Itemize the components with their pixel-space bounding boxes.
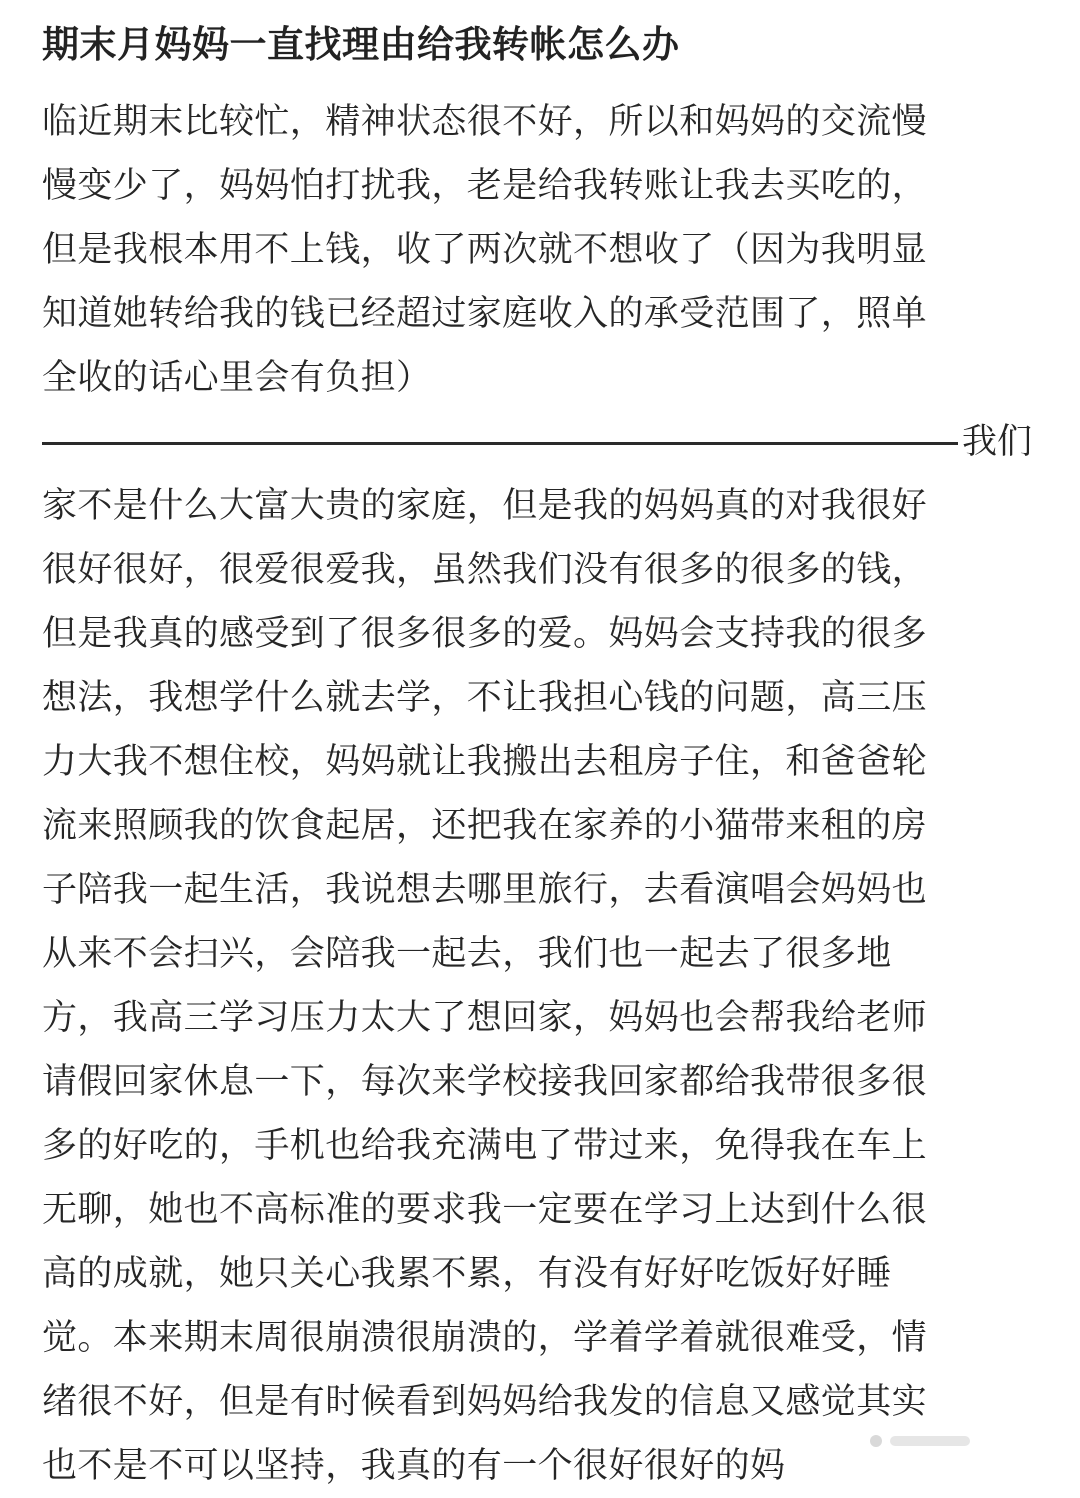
body-line: 但是我真的感受到了很多很多的爱。妈妈会支持我的很多: [42, 614, 928, 654]
body-line: 慢变少了，妈妈怕打扰我，老是给我转账让我去买吃的，: [42, 166, 928, 206]
body-line: 家不是什么大富大贵的家庭，但是我的妈妈真的对我很好: [42, 486, 928, 526]
body-line: 绪很不好，但是有时候看到妈妈给我发的信息又感觉其实: [42, 1382, 928, 1422]
body-line: 请假回家休息一下，每次来学校接我回家都给我带很多很: [42, 1062, 928, 1102]
body-line: 临近期末比较忙，精神状态很不好，所以和妈妈的交流慢: [42, 102, 928, 142]
body-line: 多的好吃的，手机也给我充满电了带过来，免得我在车上: [42, 1126, 928, 1166]
body-line: 但是我根本用不上钱，收了两次就不想收了（因为我明显: [42, 230, 928, 270]
body-line: 也不是不可以坚持，我真的有一个很好很好的妈: [42, 1446, 786, 1486]
body-line: 想法，我想学什么就去学，不让我担心钱的问题，高三压: [42, 678, 928, 718]
post-title: 期末月妈妈一直找理由给我转帐怎么办: [42, 23, 680, 66]
body-line: 知道她转给我的钱已经超过家庭收入的承受范围了，照单: [42, 294, 928, 334]
separator-tail-text: 我们: [962, 422, 1033, 462]
body-line: 流来照顾我的饮食起居，还把我在家养的小猫带来租的房: [42, 806, 928, 846]
body-line: 全收的话心里会有负担）: [42, 358, 432, 398]
body-line: 很好很好，很爱很爱我，虽然我们没有很多的很多的钱，: [42, 550, 928, 590]
separator-row: [42, 410, 1042, 474]
watermark: [870, 1416, 1020, 1466]
body-line: 方，我高三学习压力太大了想回家，妈妈也会帮我给老师: [42, 998, 928, 1038]
body-line: 无聊，她也不高标准的要求我一定要在学习上达到什么很: [42, 1190, 928, 1230]
body-line: 子陪我一起生活，我说想去哪里旅行，去看演唱会妈妈也: [42, 870, 928, 910]
body-line: 从来不会扫兴，会陪我一起去，我们也一起去了很多地: [42, 934, 892, 974]
body-line: 觉。本来期末周很崩溃很崩溃的，学着学着就很难受，情: [42, 1318, 928, 1358]
watermark-mark: [890, 1436, 970, 1446]
separator-rule: [42, 442, 958, 445]
watermark-dot-icon: [870, 1435, 882, 1447]
body-line: 力大我不想住校，妈妈就让我搬出去租房子住，和爸爸轮: [42, 742, 928, 782]
body-line: 高的成就，她只关心我累不累，有没有好好吃饭好好睡: [42, 1254, 892, 1294]
